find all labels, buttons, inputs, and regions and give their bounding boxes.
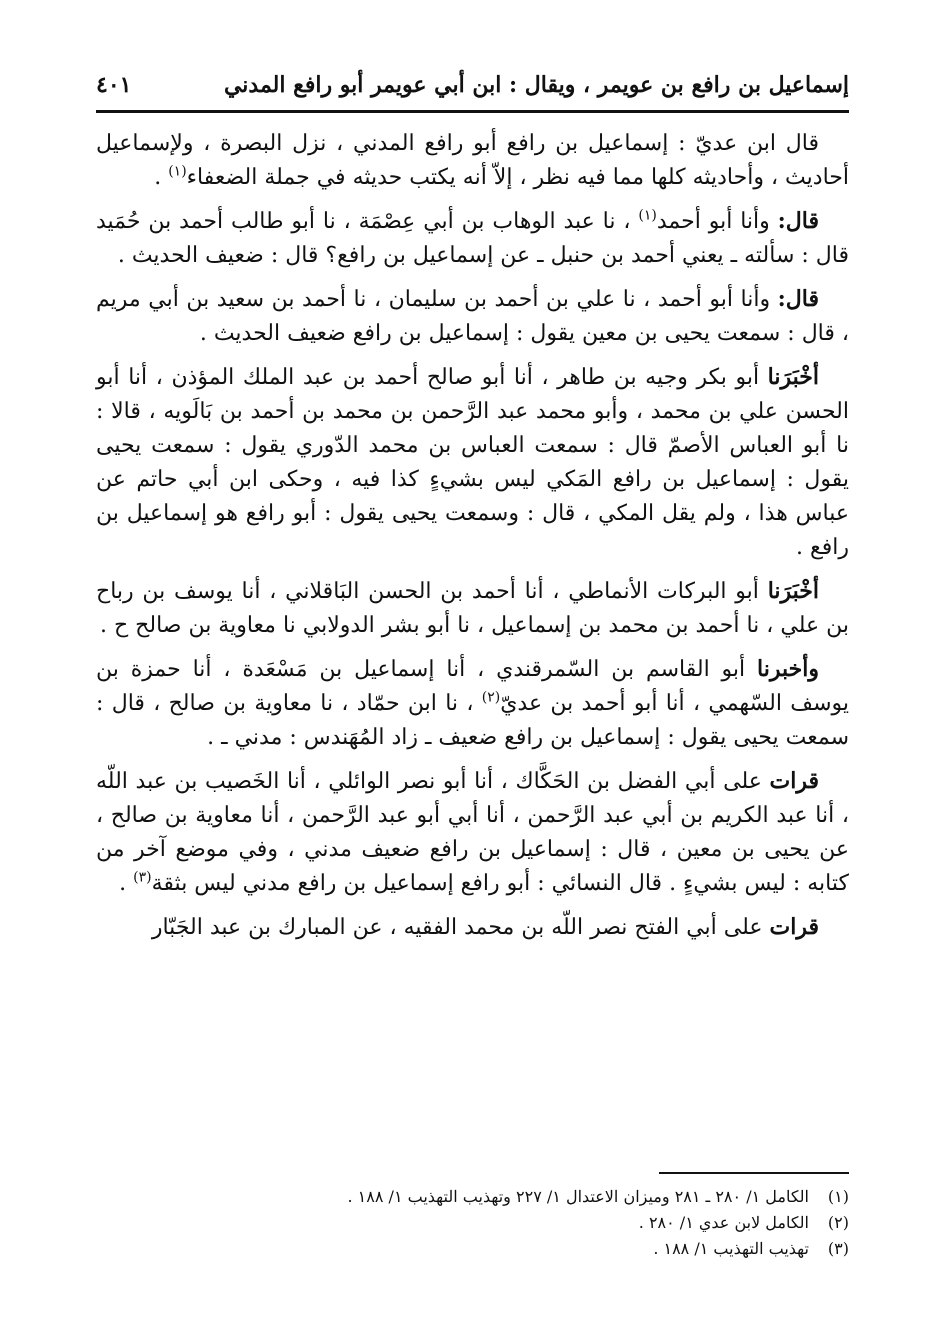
paragraph-lead: قال: bbox=[777, 208, 819, 234]
paragraph-tail: ، نا ابن حمّاد ، نا معاوية بن صالح ، قال : سمعت يحيى يقول : إسماعيل بن رافع ضعيف ـ زاد المُهَندس : مدني ـ . bbox=[96, 691, 849, 750]
paragraph-lead: وأخبرنا bbox=[757, 656, 819, 682]
footnote-number: (٣) bbox=[827, 1239, 849, 1258]
paragraph bbox=[96, 360, 849, 565]
paragraph bbox=[96, 282, 849, 351]
page-header bbox=[96, 60, 849, 113]
footnote-divider bbox=[659, 1172, 849, 1174]
paragraph-tail: . bbox=[154, 165, 162, 190]
footnote-number: (٢) bbox=[827, 1213, 849, 1232]
paragraph-lead: أخْبَرَنا bbox=[767, 578, 820, 604]
footnote-text: الكامل لابن عدي ١/ ٢٨٠ . bbox=[638, 1213, 809, 1232]
footnote bbox=[96, 1184, 849, 1210]
paragraph-text: وأنا أبو أحمد ، نا علي بن أحمد بن سليمان ، نا أحمد بن سعيد بن أبي مريم ، قال : سمعت يحيى بن معين يقول : إسماعيل بن رافع ضعيف الحديث . bbox=[96, 287, 849, 346]
footnote bbox=[96, 1236, 849, 1262]
paragraph-lead: قال: bbox=[777, 286, 819, 312]
paragraph-text: وأنا أبو أحمد bbox=[656, 209, 770, 234]
running-title: إسماعيل بن رافع بن عويمر ، ويقال : ابن أبي عويمر أبو رافع المدني bbox=[223, 72, 849, 98]
paragraph-tail: . bbox=[119, 871, 127, 896]
paragraph-text: أبو القاسم بن السّمرقندي ، أنا إسماعيل بن مَسْعَدة ، أنا حمزة بن يوسف السّهمي ، أنا أبو أحمد بن عديّ bbox=[96, 657, 849, 716]
footnote-text: تهذيب التهذيب ١/ ١٨٨ . bbox=[653, 1239, 809, 1258]
paragraph bbox=[96, 204, 849, 273]
footnote-marker[interactable]: (٢) bbox=[481, 689, 501, 706]
paragraph-tail: ، نا عبد الوهاب بن أبي عِصْمَة ، نا أبو طالب أحمد بن حُمَيد قال : سألته ـ يعني أحمد بن حنبل ـ عن إسماعيل بن رافع؟ قال : ضعيف الحديث . bbox=[96, 209, 849, 268]
footnote-marker[interactable]: (٣) bbox=[133, 869, 152, 886]
paragraph bbox=[96, 574, 849, 643]
paragraph-text: على أبي الفتح نصر اللّه بن محمد الفقيه ، عن المبارك بن عبد الجَبّار bbox=[151, 915, 763, 940]
paragraph bbox=[96, 652, 849, 755]
footnote bbox=[96, 1210, 849, 1236]
footnote-marker[interactable]: (١) bbox=[168, 163, 187, 180]
paragraph bbox=[96, 126, 849, 195]
paragraph-text: أبو بكر وجيه بن طاهر ، أنا أبو صالح أحمد بن عبد الملك المؤذن ، أنا أبو الحسن علي بن محمد ، وأبو محمد عبد الرَّحمن بن محمد بن أحمد بن بَالَويه ، قالا : نا أبو العباس الأصمّ قال : سمعت العباس بن محمد الدّوري يقول : سمعت يحيى يقول : إسماعيل بن رافع المَكي ليس بشيءٍ كذا فيه ، وحكى ابن أبي حاتم عن عباس هذا ، ولم يقل المكي ، قال : وسمعت يحيى يقول : أبو رافع هو إسماعيل بن رافع . bbox=[96, 365, 849, 560]
main-text bbox=[96, 126, 849, 954]
paragraph bbox=[96, 910, 849, 945]
paragraph-text: على أبي الفضل بن الحَكَّاك ، أنا أبو نصر الوائلي ، أنا الخَصيب بن عبد اللّه ، أنا عبد الكريم بن أبي عبد الرَّحمن ، أنا أبي أبو عبد الرَّحمن ، أنا معاوية بن صالح ، عن يحيى بن معين ، قال : إسماعيل بن رافع ضعيف مدني ، وفي موضع آخر من كتابه : ليس بشيءٍ . قال النسائي : أبو رافع إسماعيل بن رافع مدني ليس بثقة bbox=[96, 769, 849, 896]
page-number: ٤٠١ bbox=[96, 72, 132, 98]
footnote-marker[interactable]: (١) bbox=[638, 207, 657, 224]
paragraph bbox=[96, 764, 849, 901]
paragraph-lead: أخْبَرَنا bbox=[767, 364, 819, 390]
footnotes bbox=[96, 1184, 849, 1262]
paragraph-text: أبو البركات الأنماطي ، أنا أحمد بن الحسن البَاقلاني ، أنا يوسف بن رباح بن علي ، نا أحمد بن محمد بن إسماعيل ، نا أبو بشر الدولابي نا معاوية بن صالح ح . bbox=[96, 579, 849, 638]
paragraph-text: قال ابن عديّ : إسماعيل بن رافع أبو رافع المدني ، نزل البصرة ، ولإسماعيل أحاديث ، وأحاديثه كلها مما فيه نظر ، إلاّ أنه يكتب حديثه في جملة الضعفاء bbox=[96, 131, 849, 190]
footnote-number: (١) bbox=[827, 1187, 849, 1206]
footnote-text: الكامل ١/ ٢٨٠ ـ ٢٨١ وميزان الاعتدال ١/ ٢٢٧ وتهذيب التهذيب ١/ ١٨٨ . bbox=[347, 1187, 809, 1206]
paragraph-lead: قرات bbox=[769, 768, 819, 794]
paragraph-lead: قرات bbox=[769, 914, 819, 940]
